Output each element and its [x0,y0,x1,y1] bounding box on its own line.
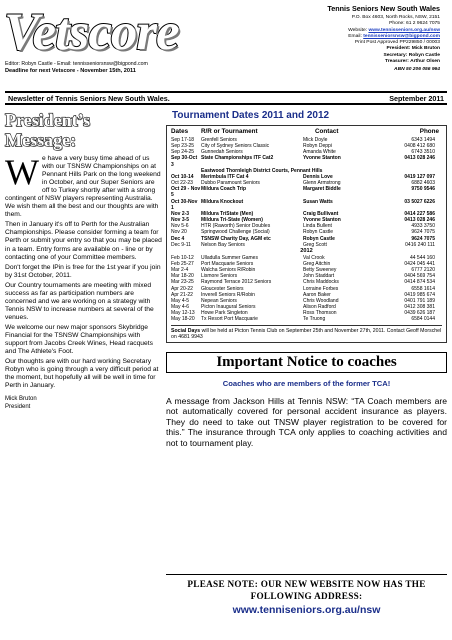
cell-event: Gloucester Seniors [201,285,244,292]
cell-contact: Yvonne Stanton [303,155,341,162]
cell-date: Nov 20 [171,229,187,236]
cell-contact: Susan Watts [303,198,333,205]
newsletter-date: September 2011 [389,94,444,103]
schedule-title: Tournament Dates 2011 and 2012 [172,110,330,121]
cell-event: Picton Inaugural Seniors [201,304,256,311]
cell-date: May 4-5 [171,297,190,304]
cell-date: Nov 3-5 [171,217,190,224]
cell-date: Mar 18-20 [171,273,194,280]
cell-date: May 12-13 [171,310,195,317]
rows-2012 [171,255,442,323]
president-body [5,152,162,390]
cell-date: Sep 24-25 [171,149,195,156]
cell-event: Gunnedah Seniors [201,149,243,156]
cell-event: Raymond Terrace 2012 Seniors [201,279,272,286]
cell-contact: Te Truong [303,316,326,323]
cell-event: Springwood Challenge (Social) [201,229,270,236]
paragraph: Don't forget the IPin is free for the 1st year if you join by 31st October, 2011. [5,263,161,279]
table-row [171,186,442,198]
cell-phone: 0408 412 680 [404,143,435,150]
cell-phone: 6743 3510 [411,149,435,156]
cell-phone: 44 544 160 [409,254,435,261]
cell-event: Merimbula ITF Cat 4 [201,173,249,180]
cell-date: Oct 30-Nov 1 [171,198,198,211]
cell-event: Dubbo Paramount Seniors [201,180,260,187]
notice-text: PLEASE NOTE: OUR NEW WEBSITE NOW HAS THE FOLLOWING ADDRESS: [187,579,426,601]
right-column [166,110,447,448]
cell-date: Feb 25-27 [171,260,194,267]
cell-contact: Greg Aitchin [303,260,331,267]
website-link[interactable]: www.tennisseniors.org.au/nsw [368,27,440,33]
organisation-info [240,4,440,74]
cell-contact: Alison Radford [303,304,336,311]
cell-phone: 6882 4603 [411,180,435,187]
paragraph: e have a very busy time ahead of us with our TSNSW Championships on at Pennant Hills Park on the long weekend in October, and our Super Seniors are off to Turkey shortly after with a strong contingent of NSW players representing Australia. We wish them all the best and our thoughts are with them. [5,155,161,219]
abn-line: ABN 50 206 056 964 [394,67,440,73]
social-label: Social Days [171,327,201,334]
cell-date: Mar 2-4 [171,267,189,274]
cell-phone: 6777 2120 [411,267,435,274]
president-message [5,110,162,411]
cell-event: City of Sydney Seniors Classic [201,143,270,150]
cell-event: Lismore Seniors [201,273,238,280]
cell-contact: Robyn Deppi [303,143,332,150]
cell-phone: 0419 127 097 [404,173,435,180]
cell-contact: Linda Bullent [303,223,332,230]
signature [5,396,162,411]
cell-event: Grenfell Seniors [201,137,237,143]
cell-phone: 9624 7075 [411,235,435,242]
cell-phone: 4933 3750 [411,223,435,230]
table-row [171,155,442,167]
cell-contact: Yvonne Stanton [303,217,341,224]
cell-date: May 18-20 [171,316,195,323]
header-event: R/R or Tournament [201,128,258,135]
coaches-subtitle: Coaches who are members of the former TCA! [222,378,391,388]
paragraph: Then in January it's off to Perth for the Australian Championships. Please consider forming a team for Perth or submit your entry so that you may be placed in a team. Entry forms are available on - line or by contacting one of your Committee members. [5,221,162,261]
table-row [171,199,442,211]
cell-date: Apr 20-22 [171,285,193,292]
cell-date: Sep 30-Oct 3 [171,155,198,168]
email-link[interactable]: tennisseniorsnsw@bigpond.com [363,33,440,39]
cell-contact: Margaret Biddle [303,186,341,193]
cell-contact: Chris Maddocks [303,279,339,286]
cell-contact: Lorraine Forbes [303,285,339,292]
deadline-line: Deadline for next Vetscore - November 15th, 2011 [5,68,136,74]
cell-phone: 0424 045 441 [404,260,435,267]
cell-contact: Robyn Castle [303,235,335,242]
org-phone: Phone: 61 2 9624 7075 [389,21,440,27]
org-address: P.O. Box 4603, North Rocks, NSW, 2151 [351,15,440,20]
cell-date: Nov 5-6 [171,223,189,230]
sign-role: President [5,403,31,410]
cell-date: Oct 10-14 [171,173,194,180]
cell-date: Dec 4 [171,235,185,242]
cell-phone: 0439 626 187 [404,310,435,317]
social-text: will be held at Picton Tennis Club on September 25th and November 27th, 2011. Contact Geoff Morschel on 4681 9943 [171,327,442,341]
paragraph: Our thoughts are with our hard working Secretary Robyn who is going through a very difficult period at the moment, but hopefully all will be well in time for Perth in January. [5,358,159,390]
cell-phone: 6584 0144 [411,316,435,323]
header-phone: Phone [419,128,439,135]
cell-date: Mar 23-25 [171,279,194,286]
president-title-2: Message: [5,130,76,150]
cell-date: Oct 22-23 [171,180,193,187]
cell-date: Nov 2-3 [171,210,190,217]
sign-name: Mick Bruton [5,396,37,403]
org-title: Tennis Seniors New South Wales [327,4,440,13]
schedule-table [166,125,447,343]
president-line: President: Mick Bruton [386,46,440,52]
cell-contact: Craig Bullivant [303,210,339,217]
cell-phone: 0413 028 246 [404,217,435,224]
newsletter-bar [5,91,447,105]
cell-event: Nelson Bay Seniors [201,241,245,248]
cell-event: Tx Resort Port Macquarie [201,316,258,323]
cell-event: Eastwood Thornleigh District Courts, Pennant Hills [201,167,323,174]
cell-date: Dec 9-11 [171,241,191,248]
cell-phone: 9624 7075 [411,229,435,236]
cell-event: Inverell Seniors R/Robin [201,291,255,298]
cell-event: TSNSW Charity Day, AGM etc [201,235,271,242]
table-row [171,316,442,322]
cell-contact: Mick Doyle [303,137,328,143]
cell-contact: Glenn Armstrong [303,180,341,187]
cell-contact: Greg Scott [303,241,327,248]
cell-phone: 0413 028 246 [404,155,435,162]
important-notice-title: Important Notice to coaches [166,352,447,373]
header-dates: Dates [171,128,189,135]
table-row [171,242,442,248]
cell-date: Feb 10-12 [171,254,194,261]
cell-phone: 03 5027 6226 [404,198,435,205]
cell-contact: Dennis Love [303,173,333,180]
cell-contact: Aaron Baker [303,291,331,298]
cell-phone: 9750 9546 [411,186,435,193]
editor-line: Editor: Robyn Castle - Email: tennisseniorsnsw@bigpond.com [5,61,148,67]
cell-event: Port Macquarie Seniors [201,260,254,267]
coaches-message: A message from Jackson Hills at Tennis NSW: “TA Coach members are not automatically covered for personal accident insurance as players. They do need to take out TNSW player registration to be covered for this.” The insurance through TCA only applies to coaching activities and not to tournament play. [166,395,447,448]
print-post: Print Post Approved PP229850 / 00003 [354,40,440,46]
social-days [171,325,442,341]
president-title-1: President’s [5,110,90,130]
cell-date: Sep 17-18 [171,137,195,143]
cell-event: Mildura Coach Trip [201,186,247,193]
drop-cap: W [5,152,39,192]
vetscore-logo [4,3,226,61]
cell-date: Oct 29 - Nov 5 [171,186,201,199]
cell-phone: 0404 569 754 [404,273,435,280]
editor-info [5,61,225,75]
cell-event: Mildura TriState (Men) [201,210,254,217]
cell-event: Nepean Seniors [201,297,237,304]
cell-event: Mildura Knockout [201,198,244,205]
cell-date: May 4-6 [171,304,190,311]
treasurer-line: Treasurer: Arthur Olsen [385,59,440,65]
cell-contact: Robyn Castle [303,229,334,236]
cell-phone: 0419 985 674 [404,291,435,298]
cell-contact: Betty Sweeney [303,267,337,274]
cell-phone: 6558 1614 [411,285,435,292]
cell-contact: Val Crook [303,254,325,261]
header-contact: Contact [315,128,339,135]
cell-contact: Amanda White [303,149,336,156]
logo-text: Vetscore [4,3,179,61]
cell-phone: 0412 308 381 [404,304,435,311]
cell-phone: 6343 1494 [411,137,435,143]
cell-event: Walcha Seniors R/Robin [201,267,256,274]
cell-contact: John Staddart [303,273,335,280]
cell-phone: 0401 791 189 [404,297,435,304]
cell-event: Mildura Tri-State (Women) [201,217,263,224]
cell-phone: 0416 240 111 [405,241,435,248]
notice-url[interactable]: www.tenniseniors.org.au/nsw [232,604,381,616]
cell-contact: Ross Thomson [303,310,337,317]
cell-contact: Chris Woodland [303,297,339,304]
rows-2011 [171,137,442,248]
year-2012-label: 2012 [300,247,313,254]
cell-event: Ulladulla Summer Games [201,254,258,261]
secretary-line: Secretary: Robyn Castle [383,52,440,58]
paragraph: Our Country tournaments are meeting with mixed success as far as participation numbers are concerned and we are working on a strategy with Tennis NSW to increase numbers at several of the venues. [5,281,154,321]
paragraph: We welcome our new major sponsors Skybridge Financial for the TSNSW Championships with support from Jacobs Creek Wines, Head racquets and The Athlete's Foot. [5,323,153,356]
cell-phone: 0414 227 586 [404,210,435,217]
table-header [171,128,442,137]
cell-date: Apr 21-22 [171,291,193,298]
cell-event: HTR (Raworth) Senior Doubles [201,223,271,230]
email-label: Email: [348,33,362,39]
website-notice [166,574,447,617]
website-label: Website: [348,27,368,33]
cell-date: Sep 23-25 [171,143,195,150]
cell-event: Howe Park Singleton [201,310,248,317]
newsletter-title: Newsletter of Tennis Seniors New South Wales. [8,94,170,103]
cell-phone: 0414 874 534 [404,279,435,286]
cell-event: State Championships ITF Cat2 [201,155,274,162]
